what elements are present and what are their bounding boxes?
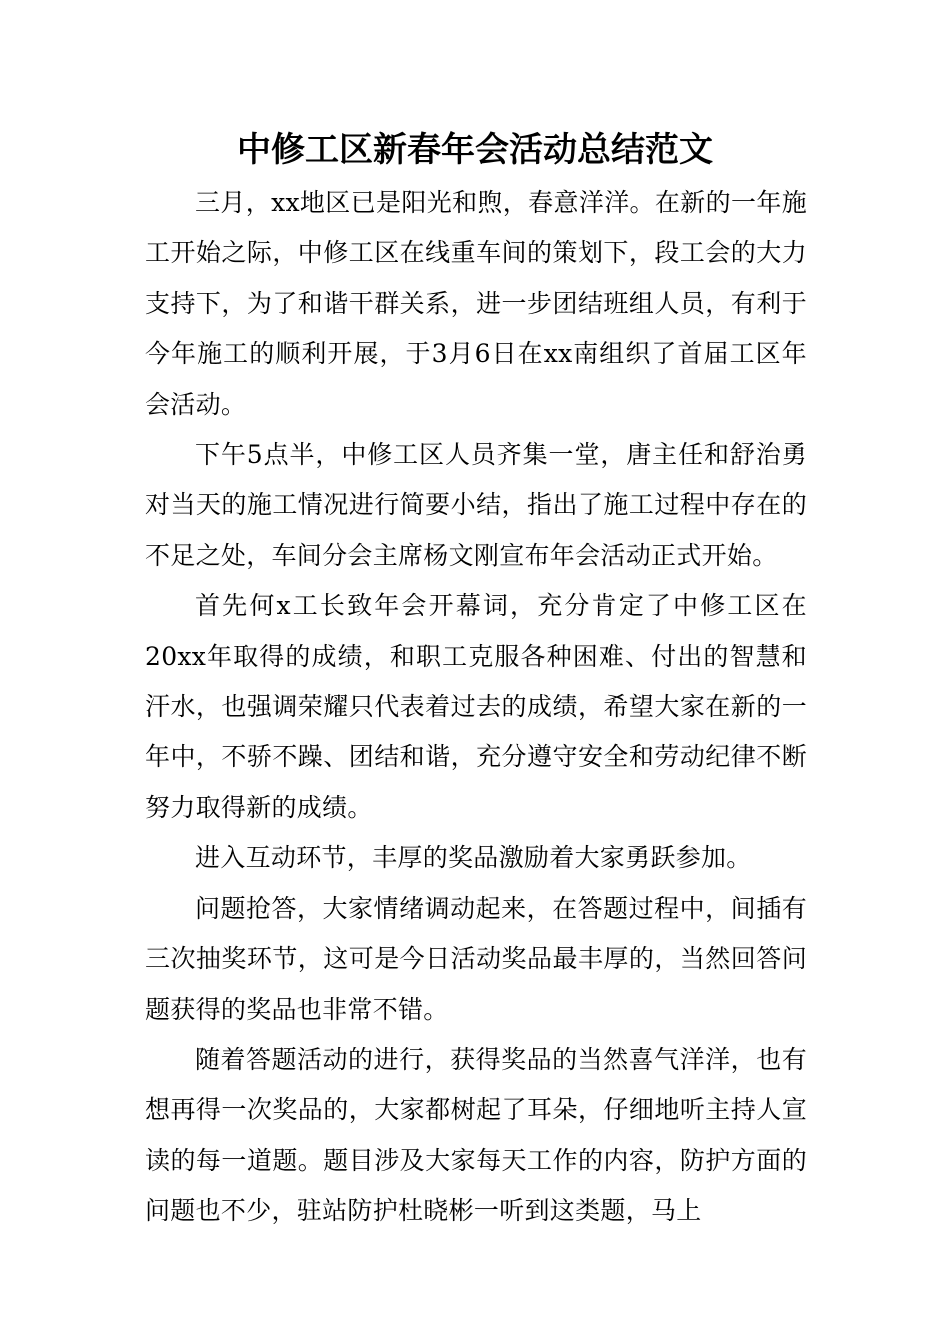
- paragraph-2: 下午5点半，中修工区人员齐集一堂，唐主任和舒治勇对当天的施工情况进行简要小结，指出了施工过程中存在的不足之处，车间分会主席杨文刚宣布年会活动正式开始。: [145, 440, 807, 570]
- paragraph-5: 问题抢答，大家情绪调动起来，在答题过程中，间插有三次抽奖环节，这可是今日活动奖品最丰厚的，当然回答问题获得的奖品也非常不错。: [145, 893, 807, 1024]
- document-title: 中修工区新春年会活动总结范文: [237, 130, 713, 170]
- paragraph-1: 三月，xx地区已是阳光和煦，春意洋洋。在新的一年施工开始之际，中修工区在线重车间的策划下，段工会的大力支持下，为了和谐干群关系，进一步团结班组人员，有利于今年施工的顺利开展，于3月6日在xx南组织了首届工区年会活动。: [145, 188, 807, 419]
- paragraph-4: 进入互动环节，丰厚的奖品激励着大家勇跃参加。: [195, 843, 752, 873]
- document-body: [145, 178, 807, 1237]
- paragraph-3: 首先何x工长致年会开幕词，充分肯定了中修工区在20xx年取得的成绩，和职工克服各种困难、付出的智慧和汗水，也强调荣耀只代表着过去的成绩，希望大家在新的一年中，不骄不躁、团结和谐，充分遵守安全和劳动纪律不断努力取得新的成绩。: [145, 591, 807, 822]
- paragraph-6: 随着答题活动的进行，获得奖品的当然喜气洋洋，也有想再得一次奖品的，大家都树起了耳朵，仔细地听主持人宣读的每一道题。题目涉及大家每天工作的内容，防护方面的问题也不少，驻站防护杜晓彬一听到这类题，马上: [145, 1044, 807, 1226]
